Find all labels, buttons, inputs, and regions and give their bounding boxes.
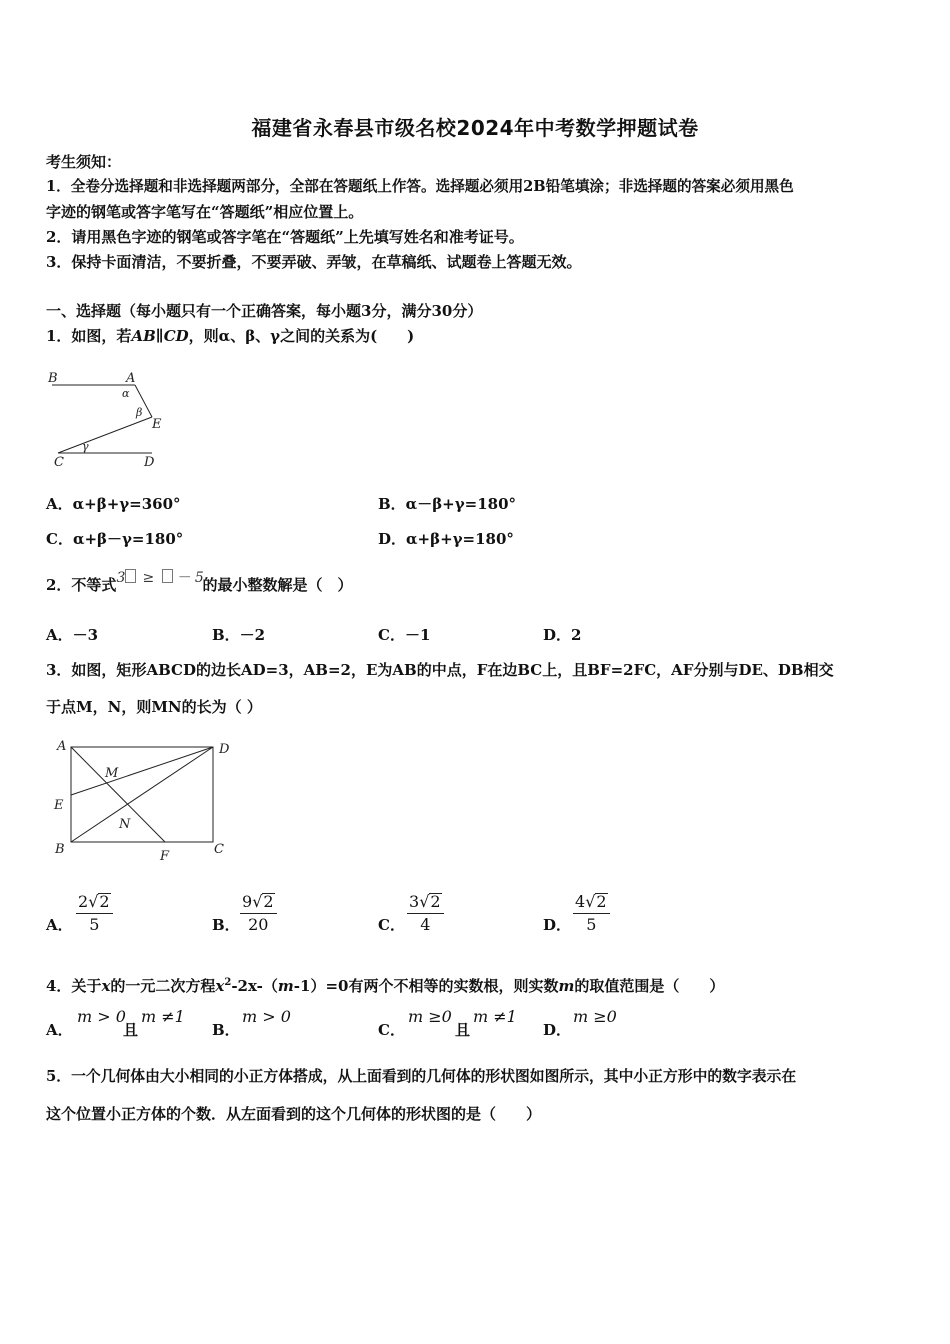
q2-stem-end: 的最小整数解是（ ）: [202, 576, 353, 594]
q2-placeholder-box-1: [125, 569, 136, 583]
label-c: C: [54, 455, 64, 470]
q4-eq-mid: -2x-（: [231, 977, 278, 995]
q2-ineq-sym: ≥: [142, 570, 155, 586]
label-n: N: [119, 817, 131, 832]
q2-placeholder-box-2: [162, 569, 173, 583]
q2-option-c[interactable]: C．－1: [378, 626, 431, 644]
question-2-stem: [46, 570, 353, 595]
q3-b-radicand: 2: [263, 892, 274, 911]
q2-ineq-right: － 5: [176, 570, 204, 586]
rectangle-diagram: [48, 735, 248, 867]
q3-option-b-label[interactable]: B．: [212, 916, 240, 934]
label-d: D: [144, 455, 155, 470]
q2-inequality: [116, 570, 204, 595]
q2-option-d[interactable]: D．2: [543, 626, 582, 644]
label-m: M: [105, 766, 119, 781]
label-c: C: [214, 842, 224, 857]
q4-option-b-cond[interactable]: m > 0: [242, 1007, 291, 1026]
label-f: F: [160, 849, 170, 864]
q4-eq-sup: 2: [224, 977, 232, 988]
label-b: B: [48, 371, 58, 386]
parallel-lines-diagram: [40, 365, 180, 475]
q1-option-c[interactable]: C．α+β－γ=180°: [46, 530, 184, 548]
label-a: A: [57, 739, 67, 754]
q4-eq-x2: x: [215, 977, 225, 995]
q4-var-m: m: [558, 977, 575, 995]
q3-b-denominator: 20: [248, 915, 269, 934]
line-db: [71, 747, 213, 842]
q4-stem-mid: 的一元二次方程: [110, 977, 216, 995]
q1-option-b[interactable]: B．α－β+γ=180°: [378, 495, 517, 513]
label-e: E: [54, 798, 64, 813]
q2-option-a[interactable]: A．－3: [46, 626, 99, 644]
q4-option-c-and: 且: [455, 1021, 471, 1039]
q4-option-a-label[interactable]: A．: [46, 1021, 73, 1039]
q4-option-d-label[interactable]: D．: [543, 1021, 572, 1039]
q3-c-denominator: 4: [420, 915, 431, 934]
q3-option-d-label[interactable]: D．: [543, 916, 572, 934]
q3-option-c-fraction[interactable]: $\frac{3√2}{4}$: [407, 891, 444, 936]
question-1-stem: [46, 326, 414, 346]
q3-option-c-label[interactable]: C．: [378, 916, 405, 934]
line-af: [71, 747, 165, 842]
q3-d-denominator: 5: [586, 915, 597, 934]
question-5-stem-line-1: 5．一个几何体由大小相同的小正方体搭成，从上面看到的几何体的形状图如图所示，其中小正方形中的数字表示在: [46, 1068, 797, 1085]
q3-c-coef: 3: [409, 892, 420, 911]
label-d: D: [219, 742, 230, 757]
q3-a-radicand: 2: [99, 892, 110, 911]
q2-option-b[interactable]: B．－2: [212, 626, 266, 644]
line-ec: [58, 417, 152, 453]
q3-c-radicand: 2: [430, 892, 441, 911]
label-beta: β: [136, 406, 143, 419]
q4-option-c-cond-1[interactable]: m ≥0: [408, 1007, 452, 1026]
q3-a-coef: 2: [78, 892, 89, 911]
question-5-stem-line-2: 这个位置小正方体的个数．从左面看到的这个几何体的形状图的是（ ）: [46, 1105, 542, 1123]
line-de: [71, 747, 213, 795]
notice-line-3: 3．保持卡面清洁，不要折叠，不要弄破、弄皱，在草稿纸、试题卷上答题无效。: [46, 253, 582, 271]
q4-option-b-label[interactable]: B．: [212, 1021, 240, 1039]
q1-option-a[interactable]: A．α+β+γ=360°: [46, 495, 181, 513]
q4-stem-end: 的取值范围是（ ）: [574, 977, 725, 995]
q3-a-denominator: 5: [89, 915, 100, 934]
question-3-stem-line-1: 3．如图，矩形ABCD的边长AD=3，AB=2，E为AB的中点，F在边BC上，且BF=2FC，AF分别与DE、DB相交: [46, 661, 834, 679]
notice-line-1a: 1．全卷分选择题和非选择题两部分，全部在答题纸上作答。选择题必须用2B铅笔填涂；非选择题的答案必须用黑色: [46, 178, 794, 195]
notice-line-1b: 字迹的钢笔或答字笔写在“答题纸”相应位置上。: [46, 203, 364, 221]
section-heading: 一、选择题（每小题只有一个正确答案，每小题3分，满分30分）: [46, 302, 483, 320]
q1-stem-math: AB∥CD: [131, 327, 189, 345]
q4-eq-m: m: [277, 977, 294, 995]
q4-option-c-label[interactable]: C．: [378, 1021, 405, 1039]
q3-d-radicand: 2: [596, 892, 607, 911]
q4-option-c-cond-2[interactable]: m ≠1: [473, 1007, 517, 1026]
q1-stem-end: ，则α、β、γ之间的关系为( ): [188, 327, 415, 345]
q4-option-a-cond-1[interactable]: m > 0: [77, 1007, 126, 1026]
question-4-stem: [46, 973, 724, 996]
q4-option-d-cond[interactable]: m ≥0: [573, 1007, 617, 1026]
q4-stem-start: 4．关于: [46, 977, 102, 995]
question-3-stem-line-2: 于点M，N，则MN的长为（ ）: [46, 698, 262, 716]
q3-d-coef: 4: [575, 892, 586, 911]
q2-ineq-left: 3: [116, 570, 126, 586]
label-gamma: γ: [82, 440, 89, 453]
question-1-figure: [40, 365, 180, 479]
q1-stem-start: 1．如图，若: [46, 327, 132, 345]
q3-option-d-fraction[interactable]: $\frac{4√2}{5}$: [573, 891, 610, 936]
notice-line-2: 2．请用黑色字迹的钢笔或答字笔在“答题纸”上先填写姓名和准考证号。: [46, 228, 524, 246]
q3-option-a-label[interactable]: A．: [46, 916, 73, 934]
page-title: 福建省永春县市级名校2024年中考数学押题试卷: [251, 116, 699, 140]
q4-eq-end: -1）=0有两个不相等的实数根，则实数: [293, 977, 559, 995]
q3-b-coef: 9: [242, 892, 253, 911]
q3-option-b-fraction[interactable]: $\frac{9√2}{20}$: [240, 891, 277, 936]
label-e: E: [152, 417, 162, 432]
q1-option-d[interactable]: D．α+β+γ=180°: [378, 530, 514, 548]
q2-stem-start: 2．不等式: [46, 576, 117, 594]
label-alpha: α: [122, 387, 130, 400]
q3-option-a-fraction[interactable]: $\frac{2√2}{5}$: [76, 891, 113, 936]
q4-option-a-cond-2[interactable]: m ≠1: [141, 1007, 185, 1026]
notice-heading: 考生须知：: [46, 153, 122, 171]
q4-var-x: x: [101, 977, 111, 995]
label-a: A: [126, 371, 136, 386]
label-b: B: [55, 842, 65, 857]
question-3-figure: [48, 735, 248, 871]
q4-option-a-and: 且: [123, 1021, 139, 1039]
